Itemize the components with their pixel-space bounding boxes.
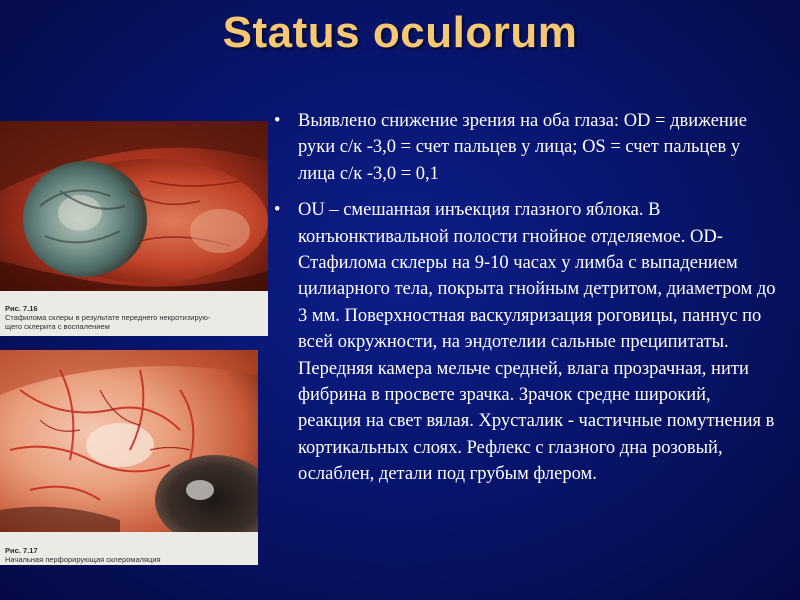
bullet-eye-status [270, 197, 776, 487]
bullet-text: OU – смешанная инъекция глазного яблока. В конъюнктивальной полости гнойное отделяемое. OD- Стафилома склеры на 9-10 часах у лимба с выпадением цилиарного тела, покрыта гнойным детритом, диаметром до 3 мм. Поверхностная васкуляризация роговицы, паннус по всей окружности, на эндотелии сальные преципитаты. Передняя камера мельче средней, влага прозрачная, нити фибрина в просвете зрачка. Зрачок средне широкий, реакция на свет вялая. Хрусталик - частичные помутнения в кортикальных слоях. Рефлекс с глазного дна розовый, ослаблен, детали под грубым флером. [298, 200, 776, 485]
eye-scleromalacia-photo [0, 350, 258, 532]
figure-7-17-text: Начальная перфорирующая склеромаляция [5, 555, 161, 564]
findings-list [270, 108, 776, 498]
figure-7-16-text: Стафилома склеры в результате переднего некротизирую- щего склерита с воспалением [5, 313, 211, 331]
figure-7-16-label: Рис. 7.16 [5, 304, 38, 313]
bullet-dot-icon: • [274, 200, 281, 221]
figure-7-17 [0, 350, 258, 565]
bullet-text: Выявлено снижение зрения на оба глаза: OD = движение руки с/к -3,0 = счет пальцев у лица; OS = счет пальцев у лица с/к -3,0 = 0,1 [298, 111, 747, 184]
figure-7-17-label: Рис. 7.17 [5, 546, 38, 555]
slide-title: Status oculorum [222, 8, 578, 57]
bullet-dot-icon: • [274, 111, 281, 131]
figure-7-17-caption [5, 537, 255, 564]
figure-7-16-caption [5, 295, 263, 331]
bullet-visual-acuity [270, 108, 776, 187]
eye-staphyloma-photo [0, 121, 268, 291]
figure-7-16 [0, 121, 268, 336]
